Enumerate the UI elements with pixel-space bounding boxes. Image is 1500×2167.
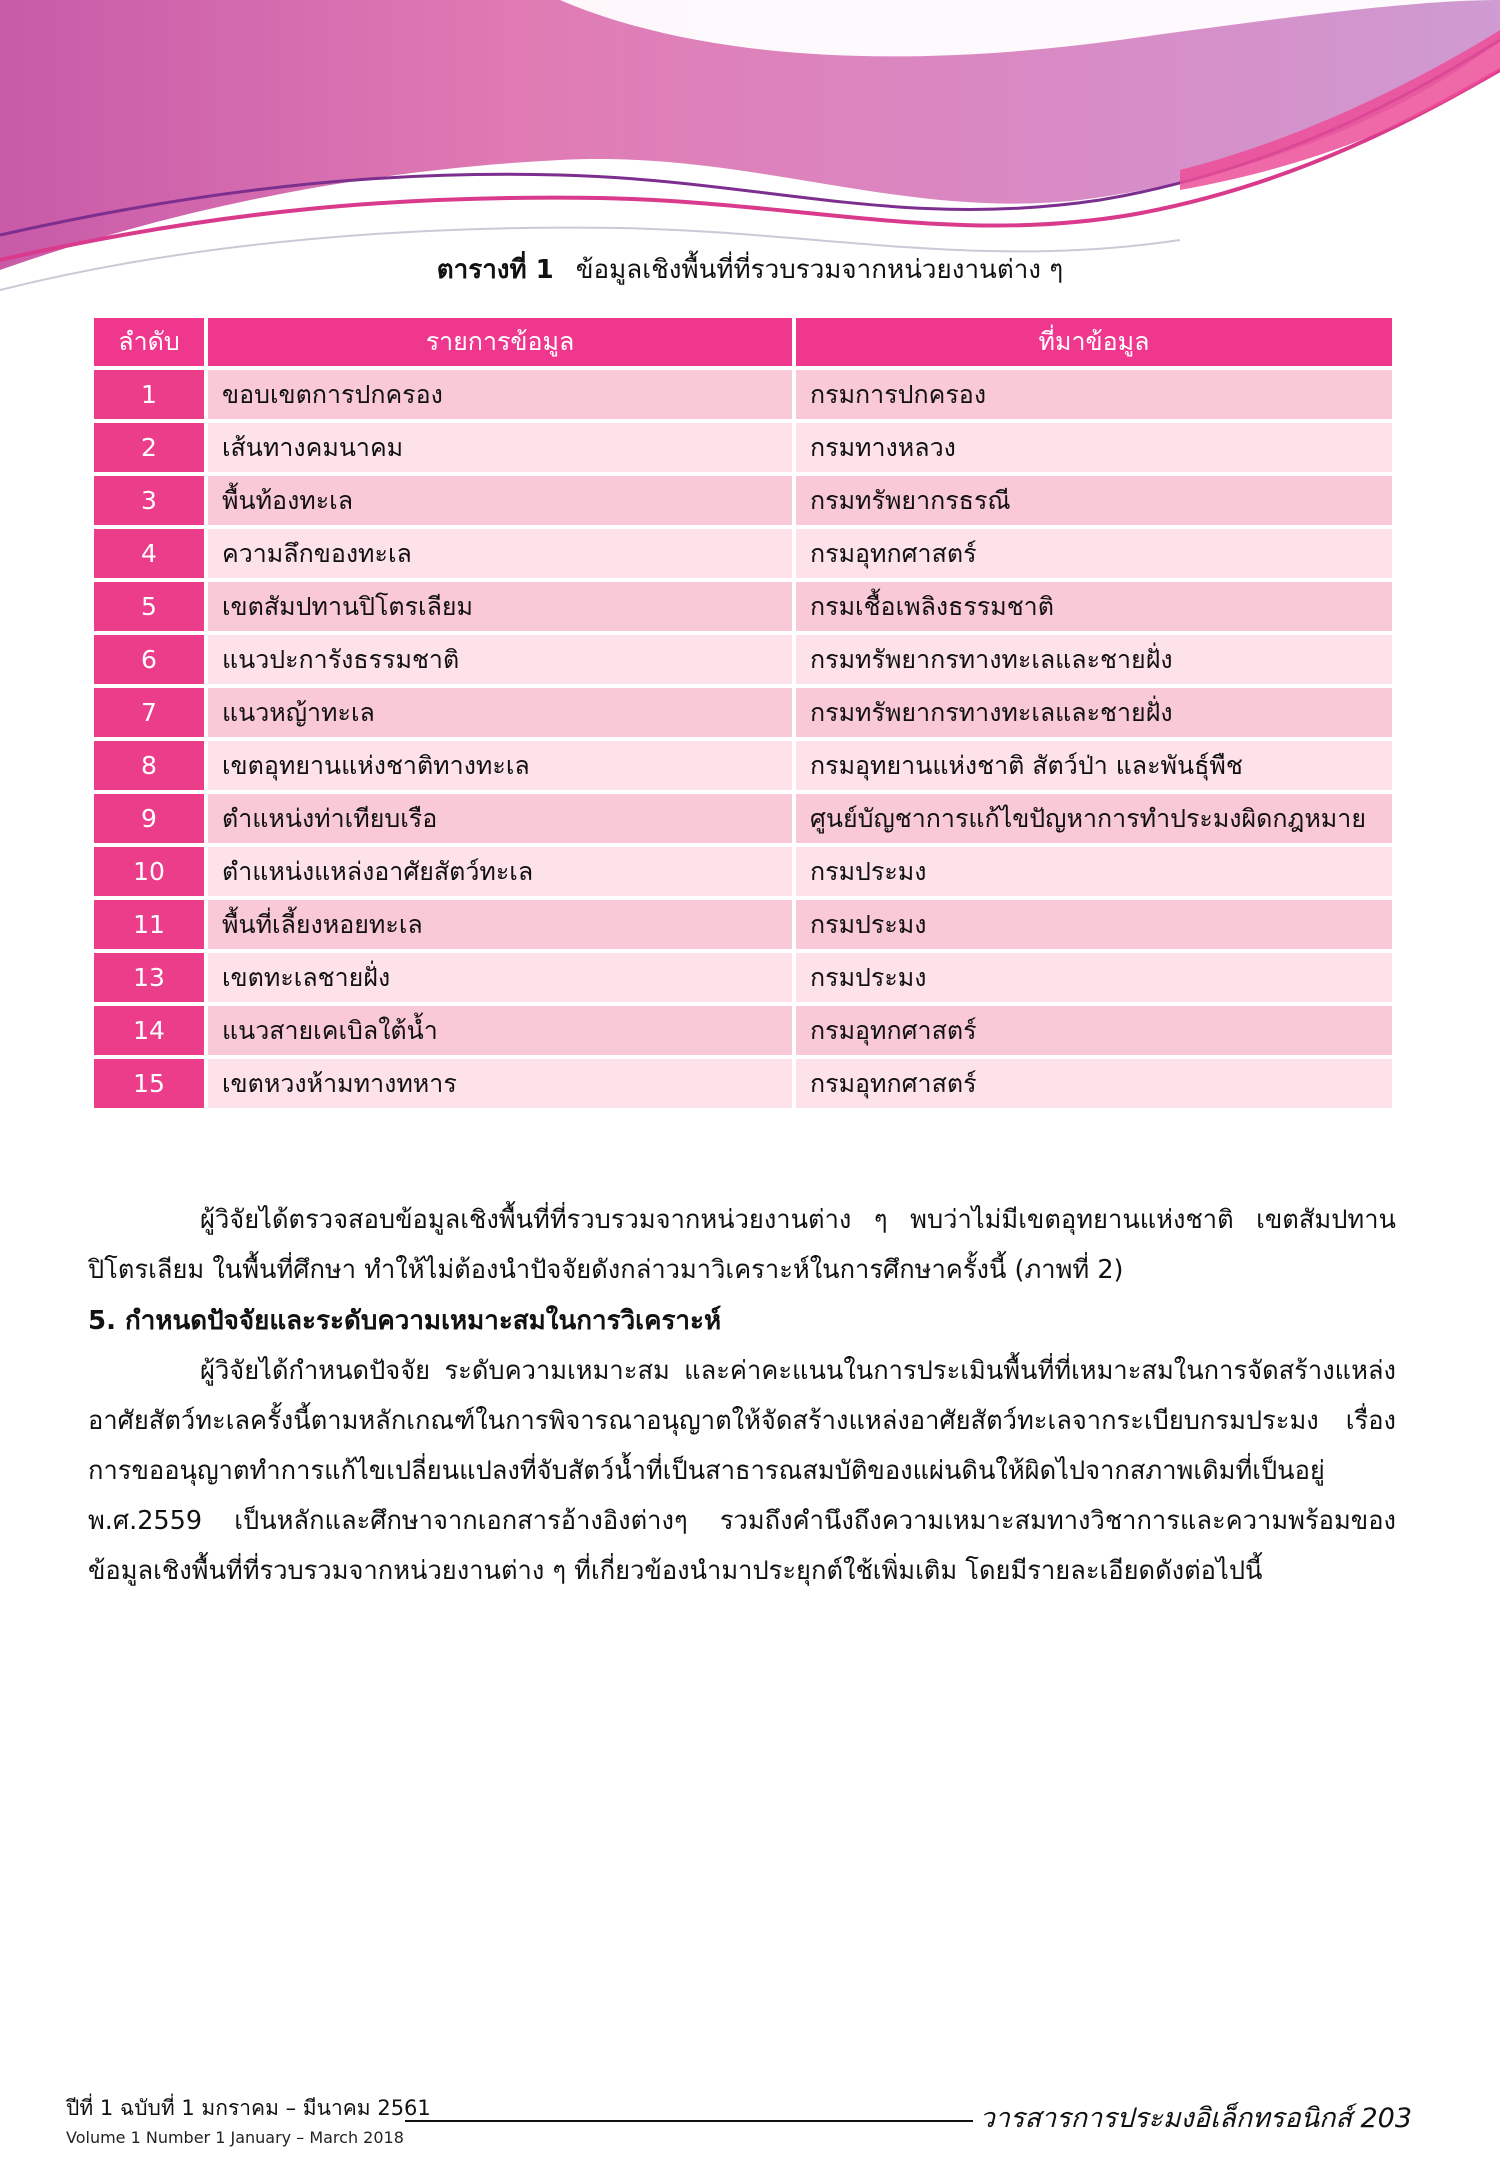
cell-item: เขตอุทยานแห่งชาติทางทะเล — [208, 741, 792, 790]
table-row — [94, 370, 1392, 419]
cell-order: 10 — [94, 847, 204, 896]
table-caption — [0, 250, 1500, 290]
cell-source: กรมทางหลวง — [796, 423, 1392, 472]
cell-order: 13 — [94, 953, 204, 1002]
cell-item: ขอบเขตการปกครอง — [208, 370, 792, 419]
table-body — [94, 370, 1392, 1108]
cell-order: 3 — [94, 476, 204, 525]
cell-order: 11 — [94, 900, 204, 949]
section-heading: 5. กำหนดปัจจัยและระดับความเหมาะสมในการวิเคราะห์ — [88, 1306, 722, 1336]
cell-item: ตำแหน่งท่าเทียบเรือ — [208, 794, 792, 843]
cell-source: กรมประมง — [796, 953, 1392, 1002]
cell-item: แนวสายเคเบิลใต้น้ำ — [208, 1006, 792, 1055]
cell-source: กรมอุทกศาสตร์ — [796, 1059, 1392, 1108]
table-row — [94, 635, 1392, 684]
cell-order: 2 — [94, 423, 204, 472]
cell-item: พื้นที่เลี้ยงหอยทะเล — [208, 900, 792, 949]
table-row — [94, 688, 1392, 737]
cell-item: เขตหวงห้ามทางทหาร — [208, 1059, 792, 1108]
table-header-row — [94, 318, 1392, 366]
footer-issue-thai: ปีที่ 1 ฉบับที่ 1 มกราคม – มีนาคม 2561 — [66, 2096, 431, 2120]
cell-source: กรมอุทกศาสตร์ — [796, 1006, 1392, 1055]
table-caption-label: ตารางที่ 1 — [436, 255, 554, 285]
cell-source: กรมการปกครอง — [796, 370, 1392, 419]
cell-item: ตำแหน่งแหล่งอาศัยสัตว์ทะเล — [208, 847, 792, 896]
table-row — [94, 1059, 1392, 1108]
table-row — [94, 953, 1392, 1002]
cell-source: กรมอุทกศาสตร์ — [796, 529, 1392, 578]
cell-order: 7 — [94, 688, 204, 737]
data-sources-table — [90, 314, 1396, 1112]
cell-order: 6 — [94, 635, 204, 684]
cell-order: 4 — [94, 529, 204, 578]
table-row — [94, 847, 1392, 896]
cell-order: 5 — [94, 582, 204, 631]
cell-item: เขตทะเลชายฝั่ง — [208, 953, 792, 1002]
header-source: ที่มาข้อมูล — [796, 318, 1392, 366]
header-item: รายการข้อมูล — [208, 318, 792, 366]
cell-order: 15 — [94, 1059, 204, 1108]
cell-source: กรมเชื้อเพลิงธรรมชาติ — [796, 582, 1392, 631]
table-row — [94, 529, 1392, 578]
paragraph-factors — [88, 1346, 1396, 1596]
table-row — [94, 741, 1392, 790]
cell-item: พื้นท้องทะเล — [208, 476, 792, 525]
footer-journal-title: วารสารการประมงอิเล็กทรอนิกส์ 203 — [979, 2103, 1412, 2134]
cell-order: 1 — [94, 370, 204, 419]
table-caption-text: ข้อมูลเชิงพื้นที่ที่รวบรวมจากหน่วยงานต่าง ๆ — [575, 255, 1064, 285]
cell-source: กรมทรัพยากรธรณี — [796, 476, 1392, 525]
table-row — [94, 476, 1392, 525]
paragraph-findings — [88, 1195, 1396, 1295]
cell-source: กรมประมง — [796, 847, 1392, 896]
table-row — [94, 582, 1392, 631]
cell-item: แนวปะการังธรรมชาติ — [208, 635, 792, 684]
cell-source: กรมอุทยานแห่งชาติ สัตว์ป่า และพันธุ์พืช — [796, 741, 1392, 790]
table-row — [94, 1006, 1392, 1055]
cell-source: กรมทรัพยากรทางทะเลและชายฝั่ง — [796, 688, 1392, 737]
cell-source: ศูนย์บัญชาการแก้ไขปัญหาการทำประมงผิดกฎหมาย — [796, 794, 1392, 843]
cell-item: แนวหญ้าทะเล — [208, 688, 792, 737]
cell-order: 9 — [94, 794, 204, 843]
cell-item: เส้นทางคมนาคม — [208, 423, 792, 472]
cell-order: 8 — [94, 741, 204, 790]
paragraph-factors-text: ผู้วิจัยได้กำหนดปัจจัย ระดับความเหมาะสม และค่าคะแนนในการประเมินพื้นที่ที่เหมาะสมในการจัดสร้างแหล่งอาศัยสัตว์ทะเลครั้งนี้ตามหลักเกณฑ์ในการพิจารณาอนุญาตให้จัดสร้างแหล่งอาศัยสัตว์ทะเลจากระเบียบกรมประมง เรื่อง การขออนุญาตทำการแก้ไขเปลี่ยนแปลงที่จับสัตว์น้ำที่เป็นสาธารณสมบัติของแผ่นดินให้ผิดไปจากสภาพเดิมที่เป็นอยู่ พ.ศ.2559 เป็นหลักและศึกษาจากเอกสารอ้างอิงต่างๆ รวมถึงคำนึงถึงความเหมาะสมทางวิชาการและความพร้อมของข้อมูลเชิงพื้นที่ที่รวบรวมจากหน่วยงานต่าง ๆ ที่เกี่ยวข้องนำมาประยุกต์ใช้เพิ่มเติม โดยมีรายละเอียดดังต่อไปนี้ — [88, 1356, 1396, 1586]
cell-item: ความลึกของทะเล — [208, 529, 792, 578]
cell-source: กรมทรัพยากรทางทะเลและชายฝั่ง — [796, 635, 1392, 684]
table-row — [94, 423, 1392, 472]
table-row — [94, 900, 1392, 949]
cell-source: กรมประมง — [796, 900, 1392, 949]
cell-order: 14 — [94, 1006, 204, 1055]
table-row — [94, 794, 1392, 843]
header-order: ลำดับ — [94, 318, 204, 366]
paragraph-findings-text: ผู้วิจัยได้ตรวจสอบข้อมูลเชิงพื้นที่ที่รวบรวมจากหน่วยงานต่าง ๆ พบว่าไม่มีเขตอุทยานแห่งชาติ เขตสัมปทานปิโตรเลียม ในพื้นที่ศึกษา ทำให้ไม่ต้องนำปัจจัยดังกล่าวมาวิเคราะห์ในการศึกษาครั้งนี้ (ภาพที่ 2) — [88, 1205, 1396, 1285]
cell-item: เขตสัมปทานปิโตรเลียม — [208, 582, 792, 631]
footer-issue-english: Volume 1 Number 1 January – March 2018 — [66, 2128, 404, 2147]
footer-divider — [405, 2120, 973, 2122]
